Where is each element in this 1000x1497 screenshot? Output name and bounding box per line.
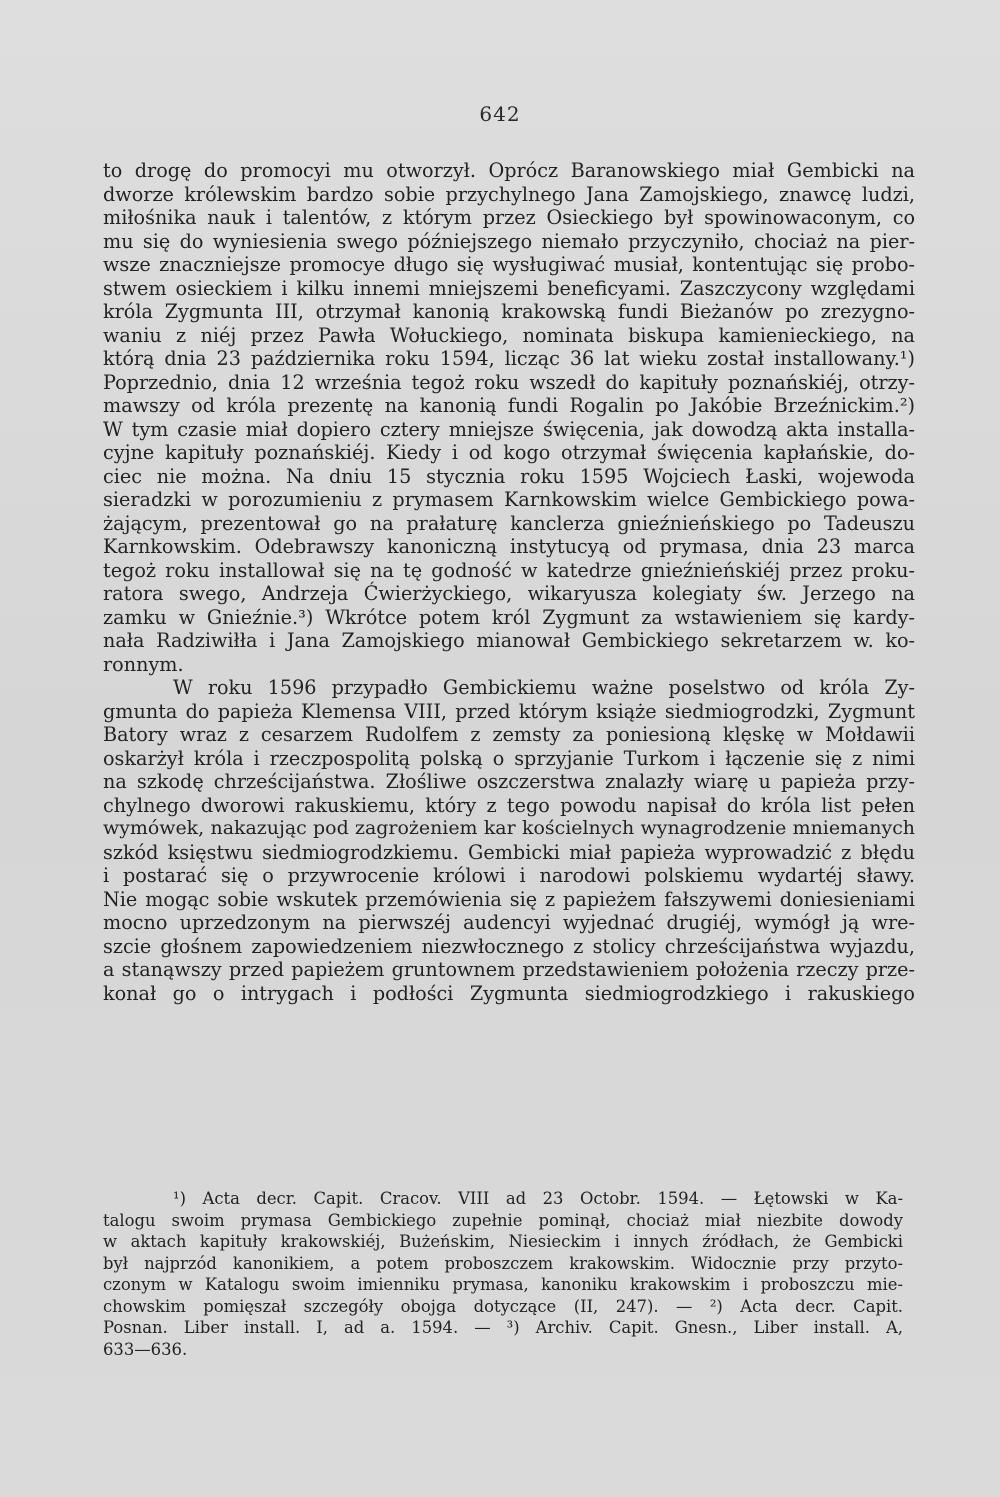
text-line: króla Zygmunta III, otrzymał kanonią krakowską fundi Bieżanów po zrezygno- bbox=[103, 300, 915, 323]
text-line: którą dnia 23 października roku 1594, licząc 36 lat wieku został installowany.¹) bbox=[103, 347, 915, 370]
text-line: żającym, prezentował go na prałaturę kanclerza gnieźnieńskiego po Tadeuszu bbox=[103, 511, 915, 535]
footnote-line: talogu swoim prymasa Gembickiego zupełnie pominął, chociaż miał niezbite dowody bbox=[103, 1210, 903, 1230]
text-line: mawszy od króla prezentę na kanonią fundi Rogalin po Jakóbie Brzeźnickim.²) bbox=[103, 394, 915, 417]
footnote-line: czonym w Katalogu swoim imienniku prymasa, kanoniku krakowskim i proboszczu mie- bbox=[103, 1275, 903, 1294]
footnote-line: był najprzód kanonikiem, a potem proboszczem krakowskim. Widocznie przy przyto- bbox=[103, 1253, 903, 1273]
text-line: oskarżył króla i rzeczpospolitą polską o sprzyjanie Turkom i łączenie się z nimi bbox=[103, 746, 915, 770]
text-line: tegoż roku installował się na tę godność w katedrze gnieźnieńskiéj przez proku- bbox=[103, 558, 915, 582]
text-line: to drogę do promocyi mu otworzył. Oprócz Baranowskiego miał Gembicki na bbox=[103, 159, 915, 182]
text-line: Poprzednio, dnia 12 września tegoż roku wszedł do kapituły poznańskiéj, otrzy- bbox=[103, 370, 915, 394]
text-line: zamku w Gnieźnie.³) Wkrótce potem król Zygmunt za wstawieniem się kardy- bbox=[103, 605, 915, 629]
text-line: ratora swego, Andrzeja Ćwierżyckiego, wikaryusza kolegiaty św. Jerzego na bbox=[103, 582, 915, 605]
text-line: konał go o intrygach i podłości Zygmunta siedmiogrodzkiego i rakuskiego bbox=[103, 981, 915, 1005]
text-line: W tym czasie miał dopiero cztery mniejsze święcenia, jak dowodzą akta installa- bbox=[103, 417, 915, 441]
text-line: a stanąwszy przed papieżem gruntownem przedstawieniem położenia rzeczy prze- bbox=[103, 958, 915, 981]
text-line: wsze znaczniejsze promocye długo się wysługiwać musiał, kontentując się probo- bbox=[103, 253, 915, 276]
text-line: W roku 1596 przypadło Gembickiemu ważne poselstwo od króla Zy- bbox=[173, 676, 915, 699]
text-line: mocno uprzedzonym na pierwszéj audencyi wyjednać drugiéj, wymógł ją wre- bbox=[103, 911, 915, 934]
footnote-line: Posnan. Liber install. I, ad a. 1594. — ³) Archiv. Capit. Gnesn., Liber install. A, bbox=[103, 1318, 903, 1337]
footnote-line: chowskim pomięszał szczegóły obojga dotyczące (II, 247). — ²) Acta decr. Capit. bbox=[103, 1296, 903, 1316]
text-line: wymówek, nakazując pod zagrożeniem kar kościelnych wynagrodzenie mniemanych bbox=[103, 817, 915, 839]
page-number: 642 bbox=[479, 102, 521, 126]
text-line: szcie głośnem zapowiedzeniem niezwłocznego z stolicy chrześcijaństwa wyjazdu, bbox=[103, 934, 915, 958]
text-line: mu się do wyniesienia swego późniejszego niemało przyczyniło, chociaż na pier- bbox=[103, 229, 915, 253]
text-line: cyjne kapituły poznańskiéj. Kiedy i od kogo otrzymał święcenia kapłańskie, do- bbox=[103, 441, 915, 464]
text-line: gmunta do papieża Klemensa VIII, przed którym książe siedmiogrodzki, Zygmunt bbox=[103, 699, 915, 723]
footnote-line: 633—636. bbox=[103, 1339, 188, 1359]
text-line: sieradzki w porozumieniu z prymasem Karnkowskim wielce Gembickiego powa- bbox=[103, 488, 915, 511]
footnote-line: w aktach kapituły krakowskiéj, Bużeńskim, Niesieckim i innych źródłach, że Gembicki bbox=[103, 1232, 903, 1251]
text-line: dworze królewskim bardzo sobie przychylnego Jana Zamojskiego, znawcę ludzi, bbox=[103, 182, 915, 206]
text-line: i postarać się o przywrocenie królowi i narodowi polskiemu wydartéj sławy. bbox=[103, 864, 915, 887]
text-line: na szkodę chrześcijaństwa. Złośliwe oszczerstwa znalazły wiarę u papieża przy- bbox=[103, 770, 915, 793]
text-line: szkód księstwu siedmiogrodzkiemu. Gembicki miał papieża wyprowadzić z błędu bbox=[103, 840, 915, 864]
footnotes bbox=[103, 1188, 903, 1360]
footnote-line: ¹) Acta decr. Capit. Cracov. VIII ad 23 Octobr. 1594. — Łętowski w Ka- bbox=[173, 1189, 903, 1208]
text-line: miłośnika nauk i talentów, z którym przez Osieckiego był spowinowaconym, co bbox=[103, 206, 915, 229]
text-line: waniu z niéj przez Pawła Wołuckiego, nominata biskupa kamienieckiego, na bbox=[103, 323, 915, 347]
main-text bbox=[103, 159, 915, 1005]
text-line: Batory wraz z cesarzem Rudolfem z zemsty za poniesioną klęskę w Mołdawii bbox=[103, 723, 915, 746]
text-line: Karnkowskim. Odebrawszy kanoniczną instytucyą od prymasa, dnia 23 marca bbox=[103, 535, 915, 558]
text-line: ronnym. bbox=[103, 652, 184, 676]
text-line: ciec nie można. Na dniu 15 stycznia roku 1595 Wojciech Łaski, wojewoda bbox=[103, 464, 915, 488]
text-line: stwem osieckiem i kilku innemi mniejszemi beneficyami. Zaszczycony względami bbox=[103, 276, 915, 300]
text-line: Nie mogąc sobie wskutek przemówienia się z papieżem fałszywemi doniesieniami bbox=[103, 887, 915, 911]
text-line: nała Radziwiłła i Jana Zamojskiego mianował Gembickiego sekretarzem w. ko- bbox=[103, 629, 915, 652]
text-line: chylnego dworowi rakuskiemu, który z tego powodu napisał do króla list pełen bbox=[103, 793, 915, 817]
